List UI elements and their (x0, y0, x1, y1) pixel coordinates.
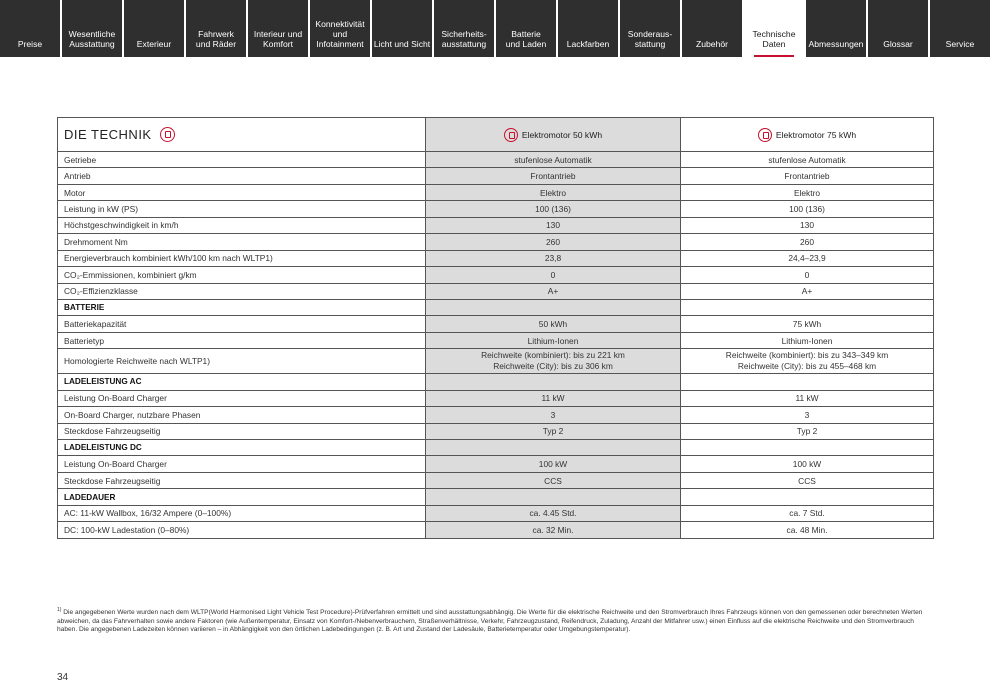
row-label: Steckdose Fahrzeugseitig (64, 426, 161, 437)
range-combined: Reichweite (kombiniert): bis zu 221 km (481, 350, 625, 361)
row-label: Getriebe (64, 154, 97, 165)
value-75kwh: CCS (680, 473, 933, 488)
value-50kwh: Elektro (425, 185, 680, 200)
row-label: LADEDAUER (64, 492, 116, 502)
nav-tab[interactable]: Preise (0, 0, 60, 57)
row-label: LADELEISTUNG AC (64, 377, 142, 387)
value-75kwh: ca. 7 Std. (680, 506, 933, 521)
row-label: DC: 100-kW Ladestation (0–80%) (64, 524, 190, 535)
value-75kwh: Typ 2 (680, 424, 933, 439)
value-75kwh (680, 374, 933, 389)
value-75kwh (680, 300, 933, 315)
table-section-row (58, 488, 933, 504)
value-50kwh: 11 kW (425, 391, 680, 406)
nav-tab[interactable]: Batterie und Laden (496, 0, 556, 57)
row-label: Leistung On-Board Charger (64, 459, 167, 470)
table-row (58, 233, 933, 249)
value-75kwh: Elektro (680, 185, 933, 200)
value-75kwh: 100 (136) (680, 201, 933, 216)
table-row (58, 184, 933, 200)
value-75kwh: 75 kWh (680, 316, 933, 331)
nav-tab[interactable]: Sonderaus- stattung (620, 0, 680, 57)
table-section-row (58, 299, 933, 315)
table-row (58, 283, 933, 299)
value-75kwh: 0 (680, 267, 933, 282)
row-label: Drehmoment Nm (64, 236, 128, 247)
value-50kwh: Frontantrieb (425, 168, 680, 183)
footnote (57, 606, 927, 635)
row-label: On-Board Charger, nutzbare Phasen (64, 409, 201, 420)
nav-tab[interactable]: Zubehör (682, 0, 742, 57)
value-75kwh (680, 440, 933, 455)
row-label: Batteriekapazität (64, 319, 127, 330)
footnote-text: Die angegebenen Werte wurden nach dem WLTP(World Harmonised Light Vehicle Test Procedure)-Prüfverfahren ermittelt und sind ausstattungsabhängig. Die Werte für die elektrische Reichweite und den Stromverbrauch Ihres Fahrzeugs können von den gemessenen oder berechneten Werten abweichen, da das Fahrverhalten sowie andere Faktoren (wie Außentemperatur, Einsatz von Komfort-/Nebenverbrauchern, Straßenverhältnisse, Verkehr, Fahrzeugzustand, Reifendruck, Zuladung, Anzahl der Mitfahrer usw.) einen Einfluss auf die elektrische Reichweite und den Stromverbrauch haben. Die angegebenen Ladezeiten können variieren – in Abhängigkeit von den örtlichen Ladebedingungen (z. B. Art und Zustand der Ladesäule, Batterietemperatur oder Umgebungstemperatur). (57, 609, 923, 634)
nav-tab[interactable]: Sicherheits- ausstattung (434, 0, 494, 57)
table-row (58, 332, 933, 348)
value-50kwh: Lithium-Ionen (425, 333, 680, 348)
table-row (58, 151, 933, 167)
column-header-75kwh (680, 118, 933, 151)
value-50kwh: CCS (425, 473, 680, 488)
nav-tab[interactable]: Lackfarben (558, 0, 618, 57)
row-label: Energieverbrauch kombiniert kWh/100 km nach WLTP1) (64, 253, 273, 264)
value-75kwh (680, 489, 933, 504)
range-city: Reichweite (City): bis zu 306 km (493, 361, 613, 372)
value-50kwh: 0 (425, 267, 680, 282)
value-50kwh: Typ 2 (425, 424, 680, 439)
value-50kwh: 100 (136) (425, 201, 680, 216)
column-header-label: Elektromotor 50 kWh (521, 129, 603, 140)
value-75kwh: 130 (680, 218, 933, 233)
value-75kwh: ca. 48 Min. (680, 522, 933, 537)
value-50kwh: 23,8 (425, 251, 680, 266)
value-50kwh: ca. 32 Min. (425, 522, 680, 537)
value-50kwh (425, 489, 680, 504)
row-label: LADELEISTUNG DC (64, 443, 142, 453)
ev-battery-icon (160, 127, 175, 142)
nav-tab[interactable]: Fahrwerk und Räder (186, 0, 246, 57)
value-75kwh: Frontantrieb (680, 168, 933, 183)
table-row (58, 167, 933, 183)
value-50kwh (425, 374, 680, 389)
nav-tab[interactable]: Service (930, 0, 990, 57)
table-row (58, 472, 933, 488)
table-title: DIE TECHNIK (64, 127, 152, 142)
table-row (58, 423, 933, 439)
row-label: Leistung in kW (PS) (64, 204, 139, 215)
row-label: Steckdose Fahrzeugseitig (64, 475, 161, 486)
value-75kwh: 24,4–23,9 (680, 251, 933, 266)
table-header-row (58, 118, 933, 151)
table-row (58, 200, 933, 216)
ev-battery-icon (758, 128, 772, 142)
table-row (58, 390, 933, 406)
value-75kwh: 100 kW (680, 456, 933, 471)
table-row (58, 217, 933, 233)
ev-battery-icon (504, 128, 518, 142)
value-50kwh (425, 300, 680, 315)
nav-tab[interactable]: Technische Daten (744, 0, 804, 57)
row-label: Antrieb (64, 171, 91, 182)
range-combined: Reichweite (kombiniert): bis zu 343–349 km (725, 350, 889, 361)
table-row (58, 315, 933, 331)
table-row (58, 455, 933, 471)
chapter-navigation (0, 0, 990, 57)
column-header-50kwh (425, 118, 680, 151)
table-row (58, 250, 933, 266)
nav-tab[interactable]: Wesentliche Ausstattung (62, 0, 122, 57)
value-50kwh: 3 (425, 407, 680, 422)
value-50kwh: A+ (425, 284, 680, 299)
value-75kwh: 11 kW (680, 391, 933, 406)
value-50kwh (425, 440, 680, 455)
range-city: Reichweite (City): bis zu 455–468 km (737, 361, 877, 372)
row-label: CO₂-Effizienzklasse (64, 286, 138, 297)
footnote-marker: 1) (57, 607, 62, 613)
table-row (58, 521, 933, 537)
nav-tab[interactable]: Konnektivität und Infotainment (310, 0, 370, 57)
row-label: Höchstgeschwindigkeit in km/h (64, 220, 179, 231)
table-row (58, 266, 933, 282)
value-75kwh (680, 349, 933, 373)
nav-tab[interactable]: Interieur und Komfort (248, 0, 308, 57)
nav-tab[interactable]: Exterieur (124, 0, 184, 57)
value-50kwh: 260 (425, 234, 680, 249)
value-75kwh: Lithium-Ionen (680, 333, 933, 348)
value-50kwh: 100 kW (425, 456, 680, 471)
table-section-row (58, 439, 933, 455)
row-label: Batterietyp (64, 335, 105, 346)
row-label: Leistung On-Board Charger (64, 393, 167, 404)
row-label: CO₂-Emmissionen, kombiniert g/km (64, 269, 197, 280)
value-75kwh: A+ (680, 284, 933, 299)
table-row (58, 406, 933, 422)
page-number: 34 (57, 672, 69, 683)
row-label: Motor (64, 187, 86, 198)
value-50kwh: stufenlose Automatik (425, 152, 680, 167)
table-title-cell (58, 118, 425, 151)
value-50kwh (425, 349, 680, 373)
table-row (58, 348, 933, 373)
value-75kwh: stufenlose Automatik (680, 152, 933, 167)
value-50kwh: 130 (425, 218, 680, 233)
table-body (58, 151, 933, 538)
value-50kwh: ca. 4.45 Std. (425, 506, 680, 521)
value-50kwh: 50 kWh (425, 316, 680, 331)
column-header-label: Elektromotor 75 kWh (775, 129, 857, 140)
row-label: BATTERIE (64, 303, 105, 313)
nav-tab[interactable]: Abmessungen (806, 0, 866, 57)
table-row (58, 505, 933, 521)
nav-tab[interactable]: Glossar (868, 0, 928, 57)
technical-specs-table (57, 117, 934, 539)
nav-tab[interactable]: Licht und Sicht (372, 0, 432, 57)
value-75kwh: 260 (680, 234, 933, 249)
row-label: AC: 11-kW Wallbox, 16/32 Ampere (0–100%) (64, 508, 232, 519)
table-section-row (58, 373, 933, 389)
row-label: Homologierte Reichweite nach WLTP1) (64, 356, 211, 367)
value-75kwh: 3 (680, 407, 933, 422)
